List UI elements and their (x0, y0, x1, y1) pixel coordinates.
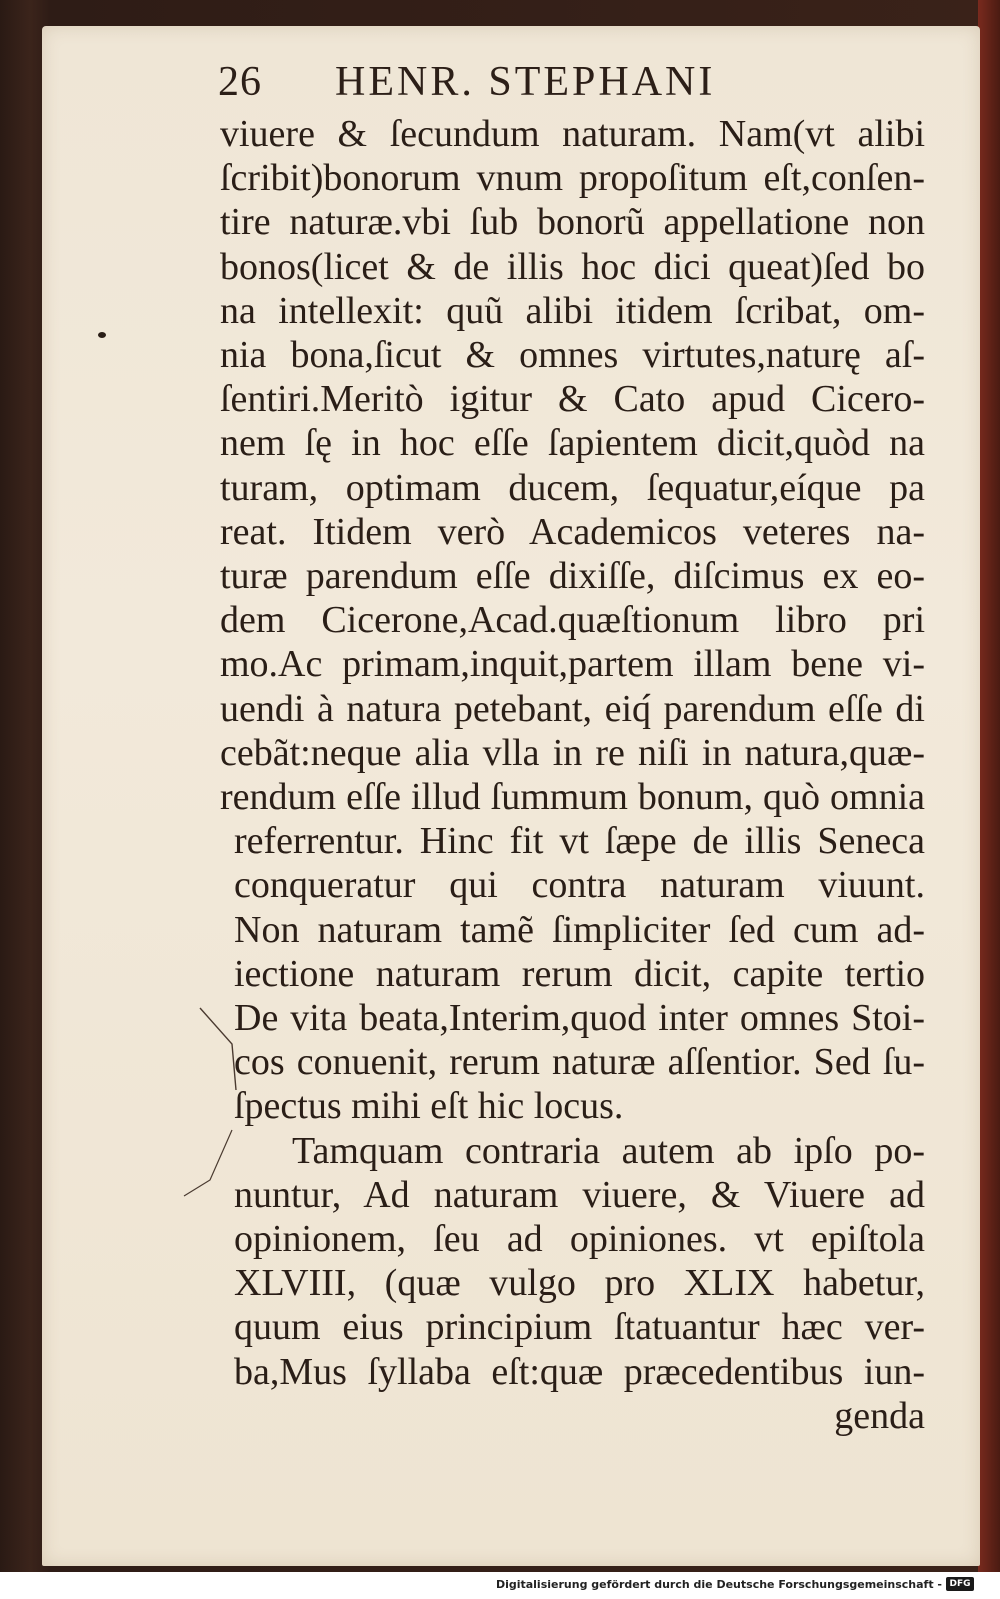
text-line: turam, optimam ducem, ſequatur,eíque pa (220, 466, 925, 509)
text-line: bonos(licet & de illis hoc dici queat)ſed bo (220, 245, 925, 288)
text-line: nem ſę in hoc eſſe ſapientem dicit,quòd na (220, 422, 925, 465)
text-line: Tamquam contraria autem ab ipſo po- (292, 1129, 925, 1172)
text-line: cos conuenit, rerum naturæ aſſentior. Sed ſu- (234, 1041, 925, 1084)
catchword: genda (834, 1394, 925, 1437)
text-line: ſcribit)bonorum vnum propoſitum eſt,conſen- (220, 157, 925, 200)
cover-edge (978, 0, 1000, 1572)
text-line: ſentiri.Meritò igitur & Cato apud Cicero- (220, 378, 925, 421)
text-line: XLVIII, (quæ vulgo pro XLIX habetur, (234, 1262, 925, 1305)
text-line: mo.Ac primam,inquit,partem illam bene vi- (220, 643, 925, 686)
body-text (220, 112, 925, 1438)
dfg-logo: DFG (946, 1577, 974, 1591)
text-line: dem Cicerone,Acad.quæſtionum libro pri (220, 599, 925, 642)
text-line: turæ parendum eſſe dixiſſe, diſcimus ex eo- (220, 555, 925, 598)
text-line: tire naturæ.vbi ſub bonorũ appellatione non (220, 201, 925, 244)
text-line: cebãt:neque alia vlla in re niſi in natura,quæ- (220, 731, 925, 774)
text-line: quum eius principium ſtatuantur hæc ver- (234, 1306, 925, 1349)
text-line: rendum eſſe illud ſummum bonum, quò omnia (220, 776, 925, 819)
text-line: Non naturam tamẽ ſimpliciter ſed cum ad- (234, 908, 925, 951)
text-line: reat. Itidem verò Academicos veteres na- (220, 510, 925, 553)
text-line: iectione naturam rerum dicit, capite tertio (234, 952, 925, 995)
funding-credit: Digitalisierung gefördert durch die Deutsche Forschungsgemeinschaft - (495, 1578, 942, 1591)
text-line: na intellexit: quũ alibi itidem ſcribat, om- (220, 289, 925, 332)
text-line: uendi à natura petebant, eiq́ parendum eſſe di (220, 687, 925, 730)
ink-dot (96, 330, 108, 340)
text-line: referrentur. Hinc fit vt ſæpe de illis Seneca (234, 820, 925, 863)
text-line: viuere & ſecundum naturam. Nam(vt alibi (220, 113, 925, 155)
text-line: nia bona,ſicut & omnes virtutes,naturę aſ- (220, 334, 925, 377)
text-line: ſpectus mihi eſt hic locus. (234, 1085, 624, 1128)
page-number: 26 (218, 59, 262, 105)
text-line: nuntur, Ad naturam viuere, & Viuere ad (234, 1173, 925, 1216)
running-head: HENR. STEPHANI (335, 59, 716, 105)
text-line: conqueratur qui contra naturam viuunt. (234, 864, 925, 907)
text-line: De vita beata,Interim,quod inter omnes Stoi- (234, 997, 925, 1040)
text-line: opinionem, ſeu ad opiniones. vt epiſtola (234, 1218, 925, 1261)
text-line: ba,Mus ſyllaba eſt:quæ præcedentibus iun- (234, 1350, 925, 1393)
